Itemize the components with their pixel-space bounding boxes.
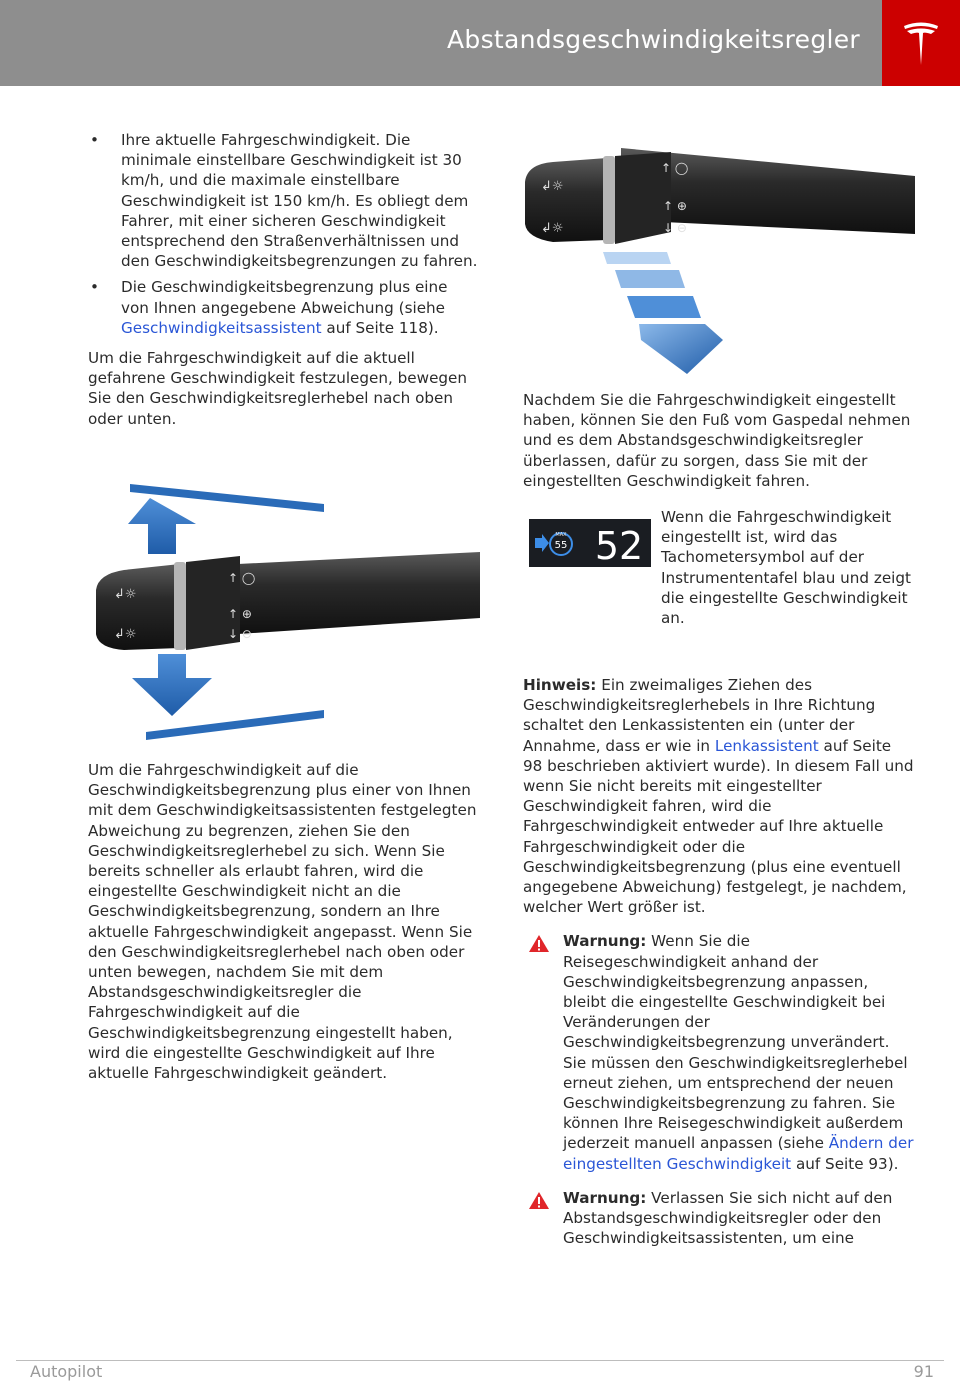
speedometer-caption: Wenn die Fahrgeschwindigkeit eingestellt ist, wird das Tachometersymbol auf der Instrumententafel blau und zeigt die eingestellte Geschwindigkeit an. [661, 508, 912, 628]
svg-text:↓ ⊖: ↓ ⊖ [228, 627, 252, 641]
warning-block: Warnung: Wenn Sie die Reisegeschwindigkeit anhand der Geschwindigkeitsbegrenzung anpassen, bleibt die eingestellte Geschwindigkeit bei Veränderungen der Geschwindigkeitsbegrenzung unverändert. Sie müssen den Geschwindigkeitsreglerhebel erneut ziehen, um entsprechend der neuen Geschwindigkeitsbegrenzung zu fahren. Sie können Ihre Reisegeschwindigkeit außerdem jederzeit manuell anpassen (siehe Ändern der eingestellten Geschwindigkeit auf Seite 93). [523, 931, 915, 1173]
speedo-current-speed: 52 [594, 524, 644, 568]
left-column-lower [88, 760, 480, 1083]
svg-text:↲☼: ↲☼ [541, 221, 564, 236]
warning-icon [528, 1191, 550, 1210]
speedometer-block [523, 507, 915, 675]
footer-section-name: Autopilot [30, 1362, 103, 1381]
svg-text:↑ ⊕: ↑ ⊕ [228, 607, 252, 621]
warning-block: Warnung: Verlassen Sie sich nicht auf den Abstandsgeschwindigkeitsregler oder den Geschwindigkeitsassistenten, um eine [523, 1188, 915, 1249]
svg-text:↑ ◯: ↑ ◯ [661, 161, 689, 175]
note-paragraph: Hinweis: Ein zweimaliges Ziehen des Geschwindigkeitsreglerhebels in Ihre Richtung schaltet den Lenkassistenten ein (unter der Annahme, dass er wie in Lenkassistent auf Seite 98 beschrieben aktiviert wurde). In diesem Fall und wenn Sie nicht bereits mit eingestellter Geschwindigkeit fahren, wird die Fahrgeschwindigkeit entweder auf Ihre aktuelle Fahrgeschwindigkeit oder die Geschwindigkeitsbegrenzung (plus eine eventuell angegebene Abweichung) festgelegt, je nachdem, welcher Wert größer ist. [523, 676, 914, 917]
link-lenkassistent[interactable]: Lenkassistent [714, 736, 819, 755]
link-aendern-der-eingestellten-geschwindigkeit[interactable]: Ändern der eingestellten Geschwindigkeit [563, 1134, 914, 1173]
svg-text:↓ ⊖: ↓ ⊖ [663, 221, 687, 235]
right-column [523, 390, 915, 1249]
warning-label: Warnung: [563, 932, 647, 951]
page-title: Abstandsgeschwindigkeitsregler [447, 25, 860, 54]
warning-label: Warnung: [563, 1188, 647, 1207]
warning-icon [528, 934, 550, 953]
page-number: 91 [913, 1362, 934, 1381]
list-item: • Die Geschwindigkeitsbegrenzung plus eine von Ihnen angegebene Abweichung (siehe Geschwindigkeitsassistent auf Seite 118). [88, 277, 480, 338]
svg-text:↲☼: ↲☼ [541, 179, 564, 194]
paragraph: Nachdem Sie die Fahrgeschwindigkeit eingestellt haben, können Sie den Fuß vom Gaspedal nehmen und es dem Abstandsgeschwindigkeitsregler überlassen, dafür zu sorgen, dass Sie mit der eingestellten Geschwindigkeit fahren. [523, 391, 911, 490]
stalk-up-down-illustration [88, 478, 480, 740]
tesla-logo [882, 0, 960, 86]
speedo-max-label: MAX [555, 532, 567, 539]
paragraph: Um die Fahrgeschwindigkeit auf die Geschwindigkeitsbegrenzung plus einer von Ihnen mit dem Geschwindigkeitsassistenten festgelegten Abweichung zu begrenzen, ziehen Sie den Geschwindigkeitsreglerhebel zu sich. Wenn Sie bereits schneller als erlaubt fahren, wird die eingestellte Geschwindigkeit nicht an die Geschwindigkeitsbegrenzung, sondern an Ihre aktuelle Fahrgeschwindigkeit angepasst. Wenn Sie den Geschwindigkeitsreglerhebel nach oben oder unten bewegen, nachdem Sie mit dem Abstandsgeschwindigkeitsregler die Fahrgeschwindigkeit auf die Geschwindigkeitsbegrenzung eingestellt haben, wird die eingestellte Geschwindigkeit auf Ihre aktuelle Fahrgeschwindigkeit geändert. [88, 761, 477, 1083]
stalk-pull-illustration [523, 140, 915, 376]
svg-text:↑ ◯: ↑ ◯ [228, 571, 256, 585]
paragraph: Um die Fahrgeschwindigkeit auf die aktuell gefahrene Geschwindigkeit festzulegen, bewegen Sie den Geschwindigkeitsreglerhebel nach oben oder unten. [88, 349, 468, 428]
bullet-list [88, 130, 480, 338]
speedometer-display [529, 519, 651, 567]
note-label: Hinweis: [523, 676, 597, 695]
svg-text:↲☼: ↲☼ [114, 587, 137, 602]
link-geschwindigkeitsassistent[interactable]: Geschwindigkeitsassistent [121, 318, 322, 337]
footer-divider [16, 1360, 944, 1361]
header-bar [0, 0, 882, 86]
svg-text:↑ ⊕: ↑ ⊕ [663, 199, 687, 213]
list-item: • Ihre aktuelle Fahrgeschwindigkeit. Die minimale einstellbare Geschwindigkeit ist 30 km/h, und die maximale einstellbare Geschwindigkeit ist 150 km/h. Es obliegt dem Fahrer, mit einer sicheren Geschwindigkeit entsprechend den Straßenverhältnissen und den Geschwindigkeitsbegrenzungen zu fahren. [88, 130, 480, 271]
left-column [88, 130, 480, 429]
svg-text:↲☼: ↲☼ [114, 627, 137, 642]
speedo-set-speed: 55 [554, 540, 568, 552]
